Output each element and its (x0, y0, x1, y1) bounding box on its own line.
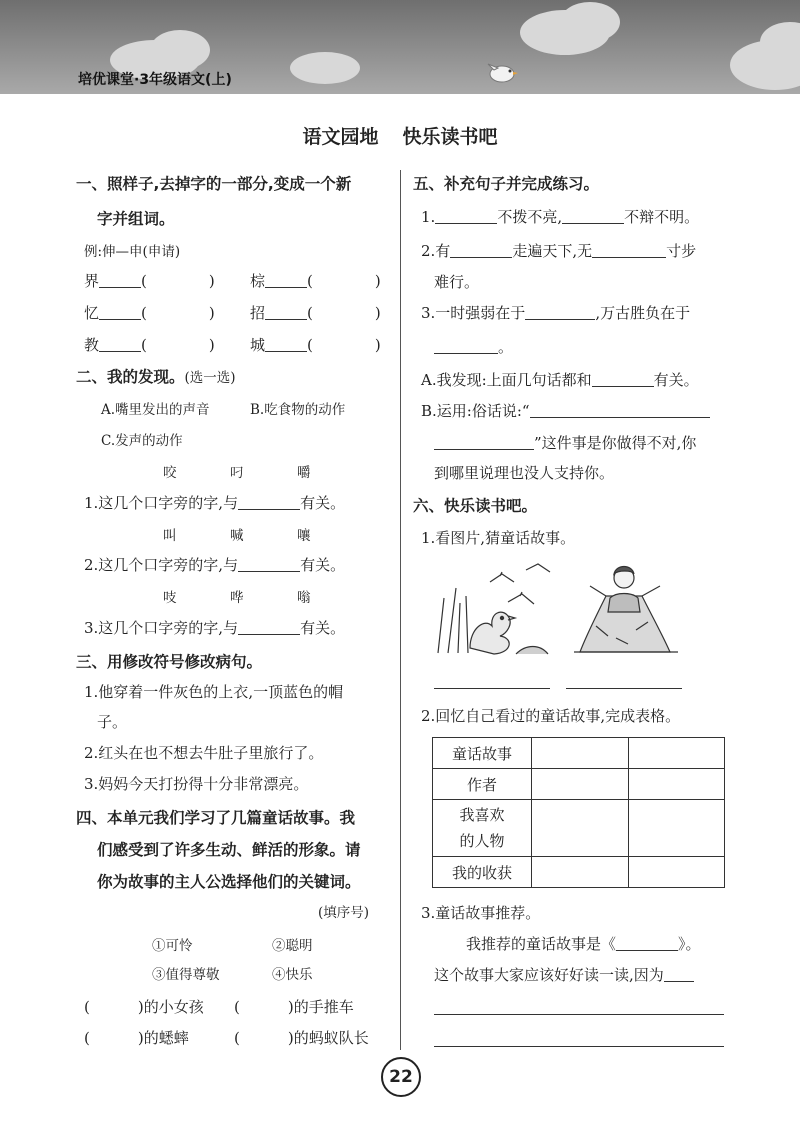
q1-item: 教 ( ) (84, 336, 215, 354)
table-row (433, 857, 725, 888)
q2-char: 嗡 (297, 590, 311, 606)
q1-item: 招 ( ) (250, 304, 381, 322)
table-cell[interactable] (629, 769, 725, 800)
table-row (433, 800, 725, 857)
fill-blank[interactable] (592, 241, 666, 258)
fill-blank[interactable] (238, 618, 300, 635)
q4-heading-cont: 们感受到了许多生动、鲜活的形象。请 (97, 841, 361, 859)
q5-discovery: A.我发现:上面几句话都和 有关。 (421, 371, 699, 389)
cloud-decoration (150, 30, 210, 70)
q3-sentence-1: 1.他穿着一件灰色的上衣,一顶蓝色的帽 (84, 683, 344, 701)
cloud-decoration (560, 2, 620, 42)
fill-blank[interactable] (664, 965, 694, 982)
q5-application-cont: ”这件事是你做得不对,你 (434, 432, 696, 453)
q2-char: 哗 (230, 590, 244, 606)
q6-heading: 六、快乐读书吧。 (413, 497, 538, 515)
q6-item-1: 1.看图片,猜童话故事。 (421, 529, 576, 547)
q5-sentence-2: 2.有 走遍天下,无 寸步 (421, 242, 697, 260)
fill-blank[interactable] (265, 335, 307, 352)
ugly-duckling-picture (430, 558, 554, 656)
q2-char: 吱 (163, 590, 177, 606)
fill-blank[interactable] (99, 335, 141, 352)
column-divider (400, 170, 401, 1050)
q3-sentence-2: 2.红头在也不想去牛肚子里旅行了。 (84, 744, 324, 762)
princess-picture (566, 556, 686, 656)
fill-blank[interactable] (434, 337, 498, 354)
q6-item-3: 3.童话故事推荐。 (421, 904, 541, 922)
table-row-label: 我喜欢 的人物 (433, 800, 532, 857)
q1-heading: 一、照样子,去掉字的一部分,变成一个新 (76, 175, 352, 193)
q4-option: ②聪明 (272, 938, 313, 954)
q2-char: 叫 (163, 528, 177, 544)
table-cell[interactable] (629, 800, 725, 857)
table-row-label: 童话故事 (433, 738, 532, 769)
answer-line[interactable] (434, 1014, 724, 1015)
fill-blank[interactable] (435, 207, 497, 224)
q3-sentence-3: 3.妈妈今天打扮得十分非常漂亮。 (84, 775, 309, 793)
fill-blank[interactable] (434, 433, 534, 450)
q2-option-b: B.吃食物的动作 (250, 402, 346, 418)
table-row (433, 738, 725, 769)
q4-item: ( )的蚂蚁队长 (234, 1029, 369, 1047)
q2-char: 咬 (163, 465, 177, 481)
fill-blank[interactable] (592, 370, 654, 387)
q2-sentence: 3.这几个口字旁的字,与 有关。 (84, 619, 346, 637)
book-title: 培优课堂·3年级语文(上) (78, 72, 232, 88)
table-cell[interactable] (629, 738, 725, 769)
q5-application: B.运用:俗话说:“ (421, 400, 710, 421)
fill-blank[interactable] (562, 207, 624, 224)
table-cell[interactable] (532, 769, 629, 800)
bird-icon (486, 58, 520, 86)
q2-sentence: 2.这几个口字旁的字,与 有关。 (84, 556, 346, 574)
q5-sentence-3: 3.一时强弱在于 ,万古胜负在于 (421, 304, 691, 322)
q2-char: 嚷 (297, 528, 311, 544)
q6-recommend: 我推荐的童话故事是《 》。 (466, 935, 701, 953)
fill-blank[interactable] (530, 401, 710, 418)
q2-option-c: C.发声的动作 (101, 433, 183, 449)
q1-item: 界 ( ) (84, 272, 215, 290)
q2-option-a: A.嘴里发出的声音 (101, 402, 210, 418)
fill-blank[interactable] (238, 493, 300, 510)
table-cell[interactable] (629, 857, 725, 888)
table-cell[interactable] (532, 857, 629, 888)
page-title: 语文园地 快乐读书吧 (302, 126, 498, 148)
answer-line[interactable] (566, 688, 682, 689)
answer-line[interactable] (434, 688, 550, 689)
q2-char: 喊 (230, 528, 244, 544)
q4-fill-note: (填序号) (318, 905, 370, 921)
q2-char: 叼 (230, 465, 244, 481)
fill-blank[interactable] (525, 303, 595, 320)
header-banner (0, 0, 800, 94)
q5-application-cont: 到哪里说理也没人支持你。 (434, 464, 615, 482)
table-row-label: 我的收获 (433, 857, 532, 888)
page-number: 22 (381, 1057, 421, 1097)
table-cell[interactable] (532, 800, 629, 857)
q2-char: 嚼 (297, 465, 311, 481)
q5-heading: 五、补充句子并完成练习。 (413, 175, 600, 193)
q6-reason: 这个故事大家应该好好读一读,因为 (434, 964, 694, 985)
fill-blank[interactable] (99, 303, 141, 320)
q4-item: ( )的小女孩 (84, 998, 204, 1016)
q4-heading-cont: 你为故事的主人公选择他们的关键词。 (97, 873, 361, 891)
q3-sentence-1-cont: 子。 (97, 713, 128, 731)
q1-example: 例:伸—申(申请) (84, 244, 181, 260)
table-cell[interactable] (532, 738, 629, 769)
cloud-decoration (290, 52, 360, 84)
q3-heading: 三、用修改符号修改病句。 (76, 653, 263, 671)
story-table (432, 737, 725, 888)
q4-option: ③值得尊敬 (152, 967, 220, 983)
q5-sentence-2-cont: 难行。 (434, 273, 480, 291)
q1-item: 棕 ( ) (250, 272, 381, 290)
q5-sentence-1: 1. 不拨不亮, 不辩不明。 (421, 208, 700, 226)
q6-item-2: 2.回忆自己看过的童话故事,完成表格。 (421, 707, 681, 725)
q4-heading: 四、本单元我们学习了几篇童话故事。我 (76, 809, 356, 827)
fill-blank[interactable] (265, 303, 307, 320)
q1-heading-cont: 字并组词。 (97, 210, 175, 228)
q1-item: 忆 ( ) (84, 304, 215, 322)
fill-blank[interactable] (265, 271, 307, 288)
table-row (433, 769, 725, 800)
fill-blank[interactable] (616, 934, 678, 951)
fill-blank[interactable] (238, 555, 300, 572)
q5-sentence-3-cont: 。 (434, 336, 513, 357)
answer-line[interactable] (434, 1046, 724, 1047)
fill-blank[interactable] (450, 241, 512, 258)
q4-option: ①可怜 (152, 938, 193, 954)
q4-item: ( )的手推车 (234, 998, 354, 1016)
q4-option: ④快乐 (272, 967, 313, 983)
table-row-label: 作者 (433, 769, 532, 800)
fill-blank[interactable] (99, 271, 141, 288)
q4-item: ( )的蟋蟀 (84, 1029, 189, 1047)
q2-sentence: 1.这几个口字旁的字,与 有关。 (84, 494, 346, 512)
q1-item: 城 ( ) (250, 336, 381, 354)
q2-heading: 二、我的发现。(选一选) (76, 368, 236, 386)
